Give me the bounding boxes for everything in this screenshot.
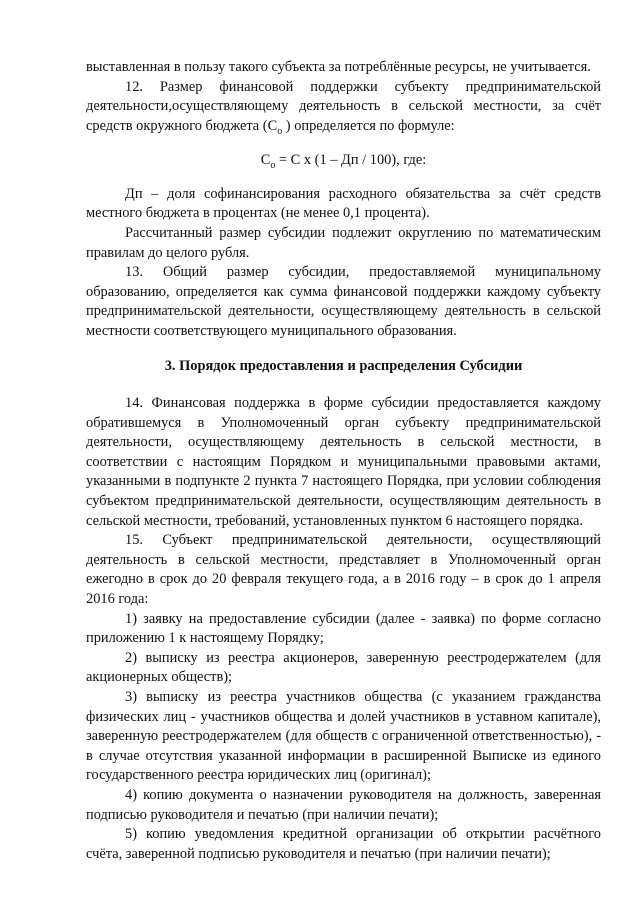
paragraph-dp-definition: Дп – доля софинансирования расходного обязательства за счёт средств местного бюджета в процентах (не менее 0,1 процента). <box>86 185 601 222</box>
formula <box>86 151 601 175</box>
document-page <box>86 58 601 864</box>
paragraph-15: 15. Субъект предпринимательской деятельности, осуществляющий деятельность в сельской местности, представляет в Уполномоченный орган ежегодно в срок до 20 февраля текущего года, а в 2016 году – в срок до 1 апреля 2016 года: <box>86 532 601 607</box>
list-item-4: 4) копию документа о назначении руководителя на должность, заверенная подписью руководителя и печатью (при наличии печати); <box>86 786 601 823</box>
paragraph-12-end: ) определяется по формуле: <box>282 117 455 134</box>
list-item-3: 3) выписку из реестра участников общества (с указанием гражданства физических лиц - участников общества и долей участников в уставном капитале), заверенную реестродержателем (для обществ с ограниченной ответственностью), - в случае отсутствия указанной информации в расширенной Выписке из единого государственного реестра юридических лиц (оригинал); <box>86 688 601 784</box>
list-item-2: 2) выписку из реестра акционеров, заверенную реестродержателем (для акционерных обществ); <box>86 649 601 686</box>
list-item-1: 1) заявку на предоставление субсидии (далее - заявка) по форме согласно приложению 1 к настоящему Порядку; <box>86 610 601 647</box>
formula-rhs: = С х (1 – Дп / 100), где: <box>275 152 427 169</box>
paragraph-13: 13. Общий размер субсидии, предоставляемой муниципальному образованию, определяется как сумма финансовой поддержки каждому субъекту предпринимательской деятельности, осуществляющему деятельность в сельской местности соответствующего муниципального образования. <box>86 264 601 339</box>
formula-lhs: С <box>260 152 271 169</box>
paragraph-14: 14. Финансовая поддержка в форме субсидии предоставляется каждому обратившемуся в Уполномоченный орган субъекту предпринимательской деятельности, осуществляющему деятельность в сельской местности, в соответствии с настоящим Порядком и муниципальными правовыми актами, указанными в подпункте 2 пункта 7 настоящего Порядка, при условии соблюдения субъектом предпринимательской деятельности, осуществляющим деятельность в сельской местности, требований, установленных пунктом 6 настоящего порядка. <box>86 395 601 529</box>
list-item-5: 5) копию уведомления кредитной организации об открытии расчётного счёта, заверенной подписью руководителя и печатью (при наличии печати); <box>86 826 601 862</box>
section-heading: 3. Порядок предоставления и распределения Субсидии <box>164 358 523 375</box>
paragraph-12 <box>86 78 601 142</box>
paragraph-rounding: Рассчитанный размер субсидии подлежит округлению по математическим правилам до целого рубля. <box>86 224 601 261</box>
paragraph-continuation: выставленная в пользу такого субъекта за потреблённые ресурсы, не учитывается. <box>86 59 591 75</box>
formula-subscript: о <box>270 160 276 172</box>
paragraph-12-text: 12. Размер финансовой поддержки субъекту предпринимательской деятельности,осуществляющему деятельность в сельской местности, за счёт средств окружного бюджета (С <box>86 78 601 134</box>
subscript-o: о <box>277 125 283 137</box>
